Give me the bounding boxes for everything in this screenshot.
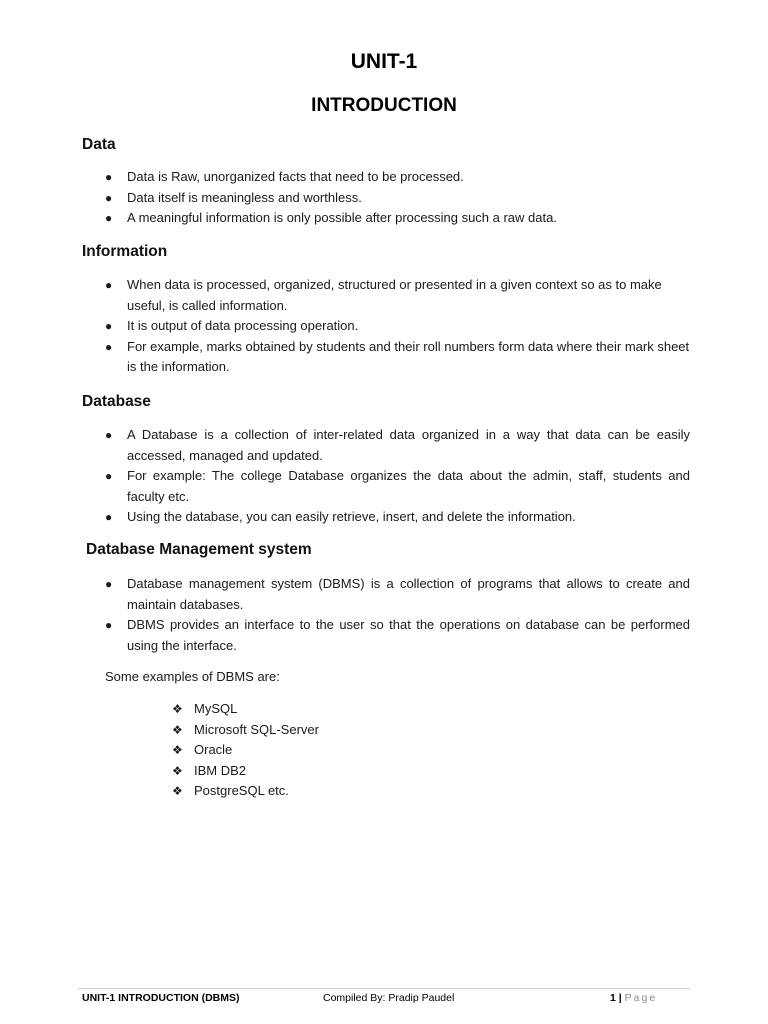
bullet-icon: ● <box>105 319 113 333</box>
bullet-icon: ● <box>105 618 113 632</box>
data-bullet-list <box>105 167 690 229</box>
list-item-text: When data is processed, organized, structured or presented in a given context so as to make useful, is called information. <box>127 277 662 313</box>
section-heading-information: Information <box>82 243 168 260</box>
list-item-text: Data is Raw, unorganized facts that need to be processed. <box>127 169 464 184</box>
dbms-examples-list <box>172 699 319 802</box>
information-bullet-list <box>105 275 690 378</box>
bullet-icon: ● <box>105 170 113 184</box>
list-item <box>105 316 690 337</box>
bullet-icon: ● <box>105 428 113 442</box>
list-item-text: A meaningful information is only possible after processing such a raw data. <box>127 210 557 225</box>
bullet-icon: ● <box>105 278 113 292</box>
list-item <box>105 167 690 188</box>
list-item <box>105 425 690 466</box>
list-item <box>105 208 690 229</box>
list-item-text: MySQL <box>194 701 238 716</box>
page-label: Page <box>624 992 658 1004</box>
bullet-icon: ● <box>105 339 113 354</box>
bullet-icon: ● <box>105 211 113 225</box>
footer-divider <box>78 988 690 989</box>
examples-intro: Some examples of DBMS are: <box>105 669 280 684</box>
page-number: 1 <box>610 992 616 1004</box>
footer-page-info <box>610 992 657 1004</box>
list-item <box>172 740 319 761</box>
bullet-icon: ● <box>105 510 113 524</box>
section-heading-database: Database <box>82 393 151 410</box>
unit-title: UNIT-1 <box>350 50 418 73</box>
list-item <box>105 507 690 528</box>
list-item <box>105 615 690 656</box>
section-heading-dbms: Database Management system <box>86 541 312 558</box>
diamond-bullet-icon: ❖ <box>172 702 183 716</box>
list-item <box>105 188 690 209</box>
diamond-bullet-icon: ❖ <box>172 763 183 778</box>
list-item <box>105 466 690 507</box>
list-item-text: Microsoft SQL-Server <box>194 721 319 737</box>
list-item <box>105 337 690 378</box>
list-item-text: Data itself is meaningless and worthless. <box>127 189 362 205</box>
list-item-text: For example, marks obtained by students and their roll numbers form data where their mark sheet is the information. <box>127 338 690 374</box>
list-item <box>172 699 319 720</box>
bullet-icon: ● <box>105 577 113 591</box>
bullet-icon: ● <box>105 469 113 483</box>
list-item <box>105 275 690 316</box>
list-item <box>172 761 319 782</box>
list-item-text: PostgreSQL etc. <box>194 783 289 798</box>
list-item-text: Database management system (DBMS) is a collection of programs that allows to create and maintain databases. <box>127 576 690 612</box>
list-item-text: Using the database, you can easily retrieve, insert, and delete the information. <box>127 509 576 524</box>
dbms-bullet-list <box>105 574 690 656</box>
list-item-text: A Database is a collection of inter-related data organized in a way that data can be easily accessed, managed and updated. <box>127 427 690 463</box>
list-item-text: IBM DB2 <box>194 762 247 778</box>
diamond-bullet-icon: ❖ <box>172 743 183 757</box>
section-heading-data: Data <box>82 136 116 153</box>
list-item-text: Oracle <box>194 742 233 757</box>
bullet-icon: ● <box>105 190 113 205</box>
list-item-text: DBMS provides an interface to the user so that the operations on database can be performed using the interface. <box>127 617 690 653</box>
footer-course-title: UNIT-1 INTRODUCTION (DBMS) <box>82 992 240 1004</box>
diamond-bullet-icon: ❖ <box>172 784 183 798</box>
chapter-title: INTRODUCTION <box>311 95 457 116</box>
list-item <box>105 574 690 615</box>
diamond-bullet-icon: ❖ <box>172 722 183 737</box>
list-item <box>172 781 319 802</box>
database-bullet-list <box>105 425 690 528</box>
list-item-text: It is output of data processing operation. <box>127 318 359 333</box>
page-separator: | <box>618 992 622 1004</box>
list-item-text: For example: The college Database organizes the data about the admin, staff, students and faculty etc. <box>127 468 690 504</box>
footer-author: Compiled By: Pradip Paudel <box>323 992 455 1004</box>
list-item <box>172 720 319 741</box>
